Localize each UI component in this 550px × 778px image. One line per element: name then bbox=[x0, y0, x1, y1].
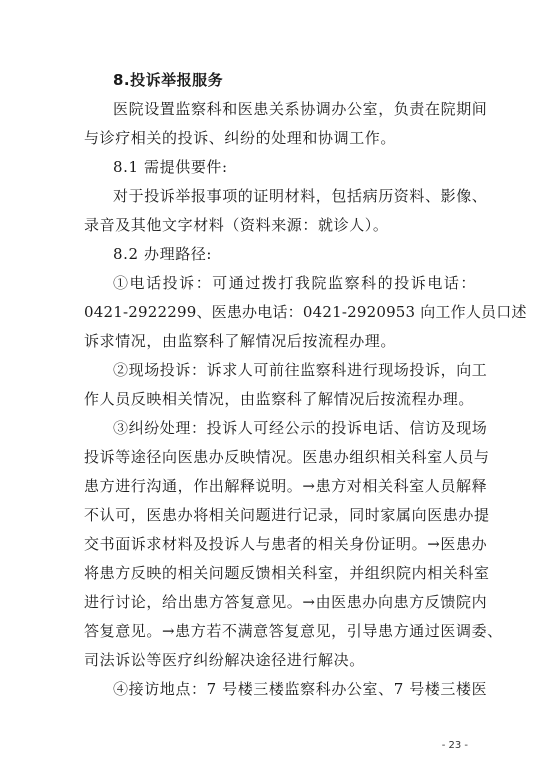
item1-line-1: ①电话投诉：可通过拨打我院监察科的投诉电话： bbox=[113, 274, 476, 292]
item3-line-2: 投诉等途径向医患办反映情况。医患办组织相关科室人员与 bbox=[84, 448, 490, 466]
item1-line-3: 诉求情况，由监察科了解情况后按流程办理。 bbox=[84, 332, 397, 350]
item2-line-1: ②现场投诉：诉求人可前往监察科进行现场投诉，向工 bbox=[113, 361, 488, 379]
item3-line-4: 不认可，医患办将相关问题进行记录，同时家属向医患办提 bbox=[84, 506, 490, 524]
item3-line-9: 司法诉讼等医疗纠纷解决途径进行解决。 bbox=[84, 651, 365, 669]
item3-line-5: 交书面诉求材料及投诉人与患者的相关身份证明。→医患办 bbox=[84, 535, 488, 553]
item3-line-1: ③纠纷处理：投诉人可经公示的投诉电话、信访及现场 bbox=[113, 419, 488, 437]
intro-line-1: 医院设置监察科和医患关系协调办公室，负责在院期间 bbox=[113, 100, 488, 118]
subsection-8-2-title: 8.2 办理路径: bbox=[113, 245, 213, 263]
intro-line-2: 与诊疗相关的投诉、纠纷的处理和协调工作。 bbox=[84, 129, 397, 147]
section-title: 8.投诉举报服务 bbox=[113, 71, 224, 89]
item3-line-6: 将患方反映的相关问题反馈相关科室，并组织院内相关科室 bbox=[84, 564, 490, 582]
s81-line-2: 录音及其他文字材料（资料来源：就诊人）。 bbox=[84, 216, 389, 234]
item4-line-1: ④接访地点：7 号楼三楼监察科办公室、7 号楼三楼医 bbox=[113, 680, 488, 698]
item3-line-8: 答复意见。→患方若不满意答复意见，引导患方通过医调委、 bbox=[84, 622, 503, 640]
item1-line-2: 0421-2922299、医患办电话：0421-2920953 向工作人员口述 bbox=[84, 303, 527, 321]
page-number: - 23 - bbox=[441, 740, 468, 751]
item3-line-3: 患方进行沟通，作出解释说明。→患方对相关科室人员解释 bbox=[84, 477, 488, 495]
item3-line-7: 进行讨论，给出患方答复意见。→由医患办向患方反馈院内 bbox=[84, 593, 488, 611]
s81-line-1: 对于投诉举报事项的证明材料，包括病历资料、影像、 bbox=[113, 187, 488, 205]
subsection-8-1-title: 8.1 需提供要件: bbox=[113, 158, 228, 176]
item2-line-2: 作人员反映相关情况，由监察科了解情况后按流程办理。 bbox=[84, 390, 475, 408]
